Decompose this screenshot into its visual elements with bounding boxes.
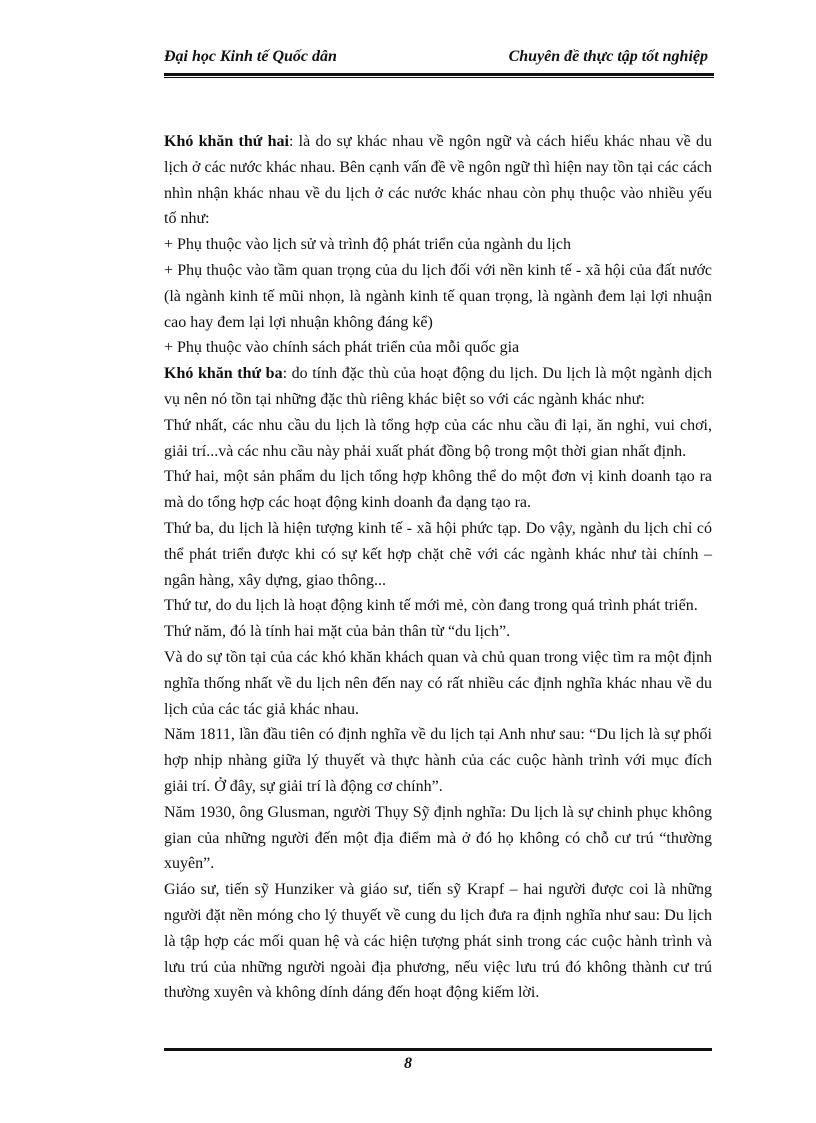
paragraph-text: Thứ tư, do du lịch là hoạt động kinh tế mới mẻ, còn đang trong quá trình phát triển. [164,597,698,615]
paragraph [164,645,712,722]
paragraph-text: Thứ hai, một sản phẩm du lịch tổng hợp không thể do một đơn vị kinh doanh tạo ra mà do tổng hợp các hoạt động kinh doanh đa dạng tạo ra. [164,468,712,512]
header-rule [164,73,714,76]
paragraph [164,129,712,232]
paragraph [164,361,712,413]
paragraph [164,335,712,361]
paragraph [164,722,712,799]
paragraph [164,800,712,877]
paragraph [164,232,712,258]
paragraph [164,593,712,619]
paragraph [164,877,712,1006]
paragraph-text: Giáo sư, tiến sỹ Hunziker và giáo sư, tiến sỹ Krapf – hai người được coi là những người đặt nền móng cho lý thuyết về cung du lịch đưa ra định nghĩa như sau: Du lịch là tập hợp các mối quan hệ và các hiện tượng phát sinh trong các cuộc hành trình và lưu trú của những người ngoài địa phương, nếu việc lưu trú đó không thành cư trú thường xuyên và không dính dáng đến hoạt động kiếm lời. [164,881,712,1002]
paragraph-text: : là do sự khác nhau về ngôn ngữ và cách hiểu khác nhau về du lịch ở các nước khác nhau. Bên cạnh vấn đề về ngôn ngữ thì hiện nay tồn tại các cách nhìn nhận khác nhau về du lịch ở các nước khác nhau còn phụ thuộc vào nhiều yếu tố như: [164,133,712,228]
paragraph [164,516,712,593]
paragraph-lead: Khó khăn thứ ba [164,365,283,383]
header-rule-thin [164,77,714,78]
paragraph [164,413,712,465]
paragraph-text: + Phụ thuộc vào chính sách phát triển của mỗi quốc gia [164,339,520,357]
page-header [164,48,712,70]
paragraph-text: : do tính đặc thù của hoạt động du lịch. Du lịch là một ngành dịch vụ nên nó tồn tại những đặc thù riêng khác biệt so với các ngành khác như: [164,365,713,408]
paragraph [164,619,712,645]
header-report-title: Chuyên đề thực tập tốt nghiệp [508,48,708,65]
paragraph-text: + Phụ thuộc vào tầm quan trọng của du lịch đối với nền kinh tế - xã hội của đất nước (là ngành kinh tế mũi nhọn, là ngành kinh tế quan trọng, là ngành đem lại lợi nhuận cao hay đem lại lợi nhuận không đáng kể) [164,261,712,331]
paragraph-text: + Phụ thuộc vào lịch sử và trình độ phát triển của ngành du lịch [164,236,571,254]
paragraph [164,258,712,335]
paragraph-text: Thứ năm, đó là tính hai mặt của bản thân từ “du lịch”. [164,623,511,641]
paragraph [164,464,712,516]
paragraph-text: Thứ ba, du lịch là hiện tượng kinh tế - xã hội phức tạp. Do vậy, ngành du lịch chỉ có thể phát triển được khi có sự kết hợp chặt chẽ với các ngành khác như tài chính – ngân hàng, xây dựng, giao thông... [164,519,712,589]
paragraph-text: Năm 1930, ông Glusman, người Thụy Sỹ định nghĩa: Du lịch là sự chinh phục không gian của những người đến một địa điểm mà ở đó họ không có chỗ cư trú “thường xuyên”. [164,803,712,873]
header-university: Đại học Kinh tế Quốc dân [164,48,337,65]
paragraph-lead: Khó khăn thứ hai [164,133,289,150]
footer-rule [164,1048,712,1051]
document-body [164,129,712,1006]
page-number: 8 [404,1055,412,1072]
paragraph-text: Năm 1811, lần đầu tiên có định nghĩa về du lịch tại Anh như sau: “Du lịch là sự phối hợp nhịp nhàng giữa lý thuyết và thực hành của các cuộc hành trình với mục đích giải trí. Ở đây, sự giải trí là động cơ chính”. [164,726,712,795]
paragraph-text: Và do sự tồn tại của các khó khăn khách quan và chủ quan trong việc tìm ra một định nghĩa thống nhất về du lịch nên đến nay có rất nhiều các định nghĩa khác nhau về du lịch của các tác giả khác nhau. [164,648,712,718]
paragraph-text: Thứ nhất, các nhu cầu du lịch là tổng hợp của các nhu cầu đi lại, ăn nghỉ, vui chơi, giải trí...và các nhu cầu này phải xuất phát đồng bộ trong một thời gian nhất định. [164,416,712,460]
